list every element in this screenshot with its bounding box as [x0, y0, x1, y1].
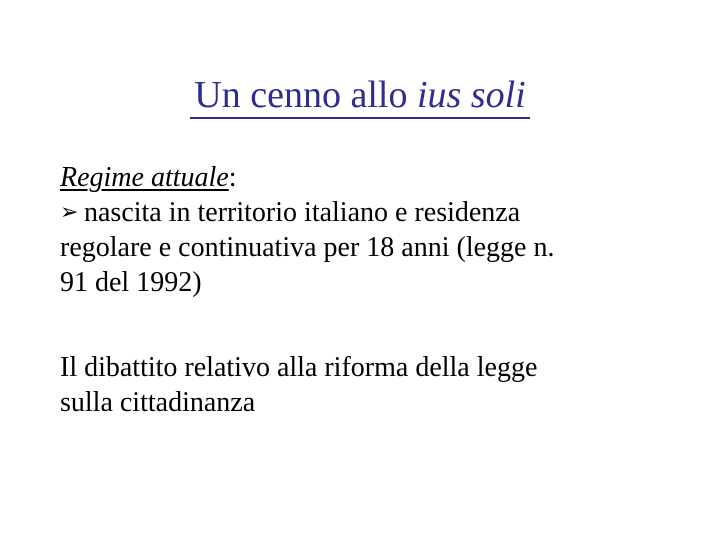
slide-body	[60, 160, 660, 420]
slide-title	[0, 70, 720, 120]
bullet-line-2: regolare e continuativa per 18 anni (legge n.	[60, 232, 555, 263]
paragraph	[60, 350, 660, 420]
bullet-item	[60, 195, 660, 300]
subheading	[60, 160, 660, 195]
arrowhead-bullet-icon: ➢	[60, 200, 79, 225]
subheading-label: Regime attuale	[60, 162, 229, 193]
bullet-line-3: 91 del 1992)	[60, 267, 202, 298]
title-prefix: Un cenno allo	[194, 74, 417, 116]
bullet-text-1: nascita in territorio italiano e residenza	[84, 197, 521, 228]
spacer	[60, 300, 660, 350]
bullet-line-1	[60, 195, 660, 230]
slide-title-underlined	[190, 75, 529, 119]
subheading-suffix: :	[228, 162, 237, 193]
paragraph-line-1: Il dibattito relativo alla riforma della legge	[60, 352, 538, 383]
title-emphasis: ius soli	[416, 74, 526, 116]
paragraph-line-2: sulla cittadinanza	[60, 387, 256, 418]
